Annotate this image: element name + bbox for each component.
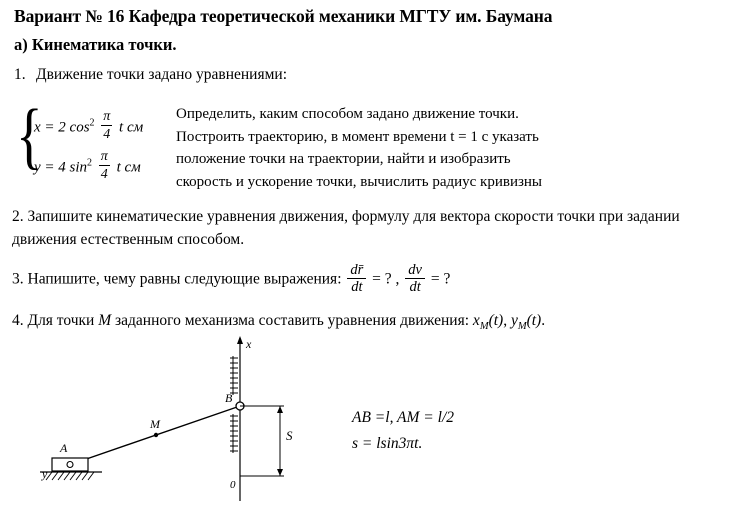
brace-glyph: { [16,95,43,177]
task-instructions [176,103,676,193]
axis-y-label: y [42,467,48,481]
ground-hatching [46,472,94,480]
derivative-fraction-2 [405,262,425,295]
fraction-bar [101,125,112,126]
fraction-bar [99,165,110,166]
mechanism-diagram [40,336,360,503]
point-m-label: M [150,417,160,431]
task-line-3: положение точки на траектории, найти и изобразить [176,151,511,167]
mechanism-figure [40,336,360,503]
page-title: Вариант № 16 Кафедра теоретической механики МГТУ им. Баумана [14,6,553,26]
equation-y-tail: t см [116,159,141,176]
problem-3-eq2-tail: = ? [430,270,451,288]
dimension-arrow-top [277,406,283,413]
point-a-label: A [60,441,68,455]
dimension-arrow-bottom [277,469,283,476]
equation-y [34,150,141,182]
given-line-2: s = lsin3πt. [352,435,423,452]
problem-4-text-b: заданного механизма составить уравнения движения: [111,312,473,329]
dimension-s-label: S [286,428,293,443]
equation-x-power: 2 [89,117,95,129]
given-line-1: AB =l, AM = l/2 [352,409,454,426]
derivative-2-numerator: dv [408,262,422,278]
derivative-1-denominator: dt [351,279,363,295]
equation-x-fraction [101,110,112,142]
problem-4-eq-y: $y_M(t)$ [510,312,542,333]
problem-3 [12,262,450,295]
axis-x-label: x [246,337,252,351]
equation-x [34,110,143,142]
problem-4-comma: , [503,312,511,329]
equation-y-fraction [99,150,110,182]
problem-3-lead: 3. Напишите, чему равны следующие выражения: [12,270,342,288]
axis-arrow-head [237,336,243,344]
origin-label: 0 [230,479,236,491]
problem-3-eq1-tail: = ? , [372,270,400,288]
equation-y-power: 2 [87,157,93,169]
equation-x-tail: t см [119,119,144,136]
lower-guide-hatching [230,414,238,453]
task-line-4: скорость и ускорение точки, вычислить радиус кривизны [176,173,542,190]
problem-4 [12,312,545,332]
problem-1-text: Движение точки задано уравнениями: [36,66,288,83]
problem-2: 2. Запишите кинематические уравнения движения, формулу для вектора скорости точки при задании движения естественным способом. [12,208,680,248]
equation-y-denominator: 4 [100,167,108,182]
equation-system [14,95,174,184]
derivative-fraction-1 [347,262,366,295]
equation-y-numerator: π [100,149,108,164]
derivative-2-denominator: dt [409,279,421,295]
point-b-label: B [225,391,233,405]
problem-4-period: . [541,312,546,329]
problem-1 [14,66,287,84]
problem-4-point-label: M [98,312,112,329]
section-subtitle: а) Кинематика точки. [14,35,177,54]
equation-x-numerator: π [103,109,111,124]
point-m-marker [154,433,158,437]
joint-a [67,462,73,468]
given-data [352,405,454,457]
equation-y-lhs: y = 4 sin [34,159,88,176]
problem-4-eq-x: $x_M(t)$ [472,312,504,333]
task-line-2: Построить траекторию, в момент времени t = 1 с указать [176,128,539,145]
problem-4-text-a: 4. Для точки [12,312,99,329]
derivative-1-numerator: dr̄ [350,262,364,278]
upper-guide-hatching [230,356,238,395]
equation-x-denominator: 4 [103,127,111,142]
equation-x-lhs: x = 2 cos [34,119,90,136]
task-line-1: Определить, каким способом задано движение точки. [176,106,519,122]
problem-1-number: 1. [14,66,26,83]
